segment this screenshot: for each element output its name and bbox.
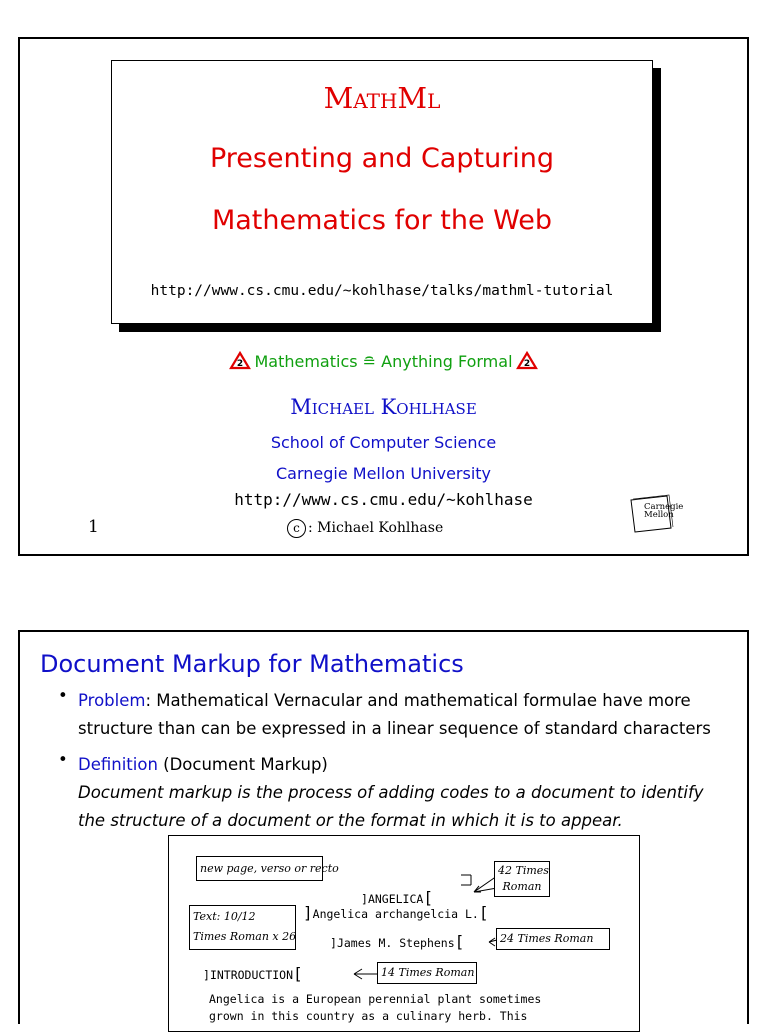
warning-icon xyxy=(230,352,250,373)
bullet-paren: (Document Markup) xyxy=(157,755,328,774)
note-42-line2: Roman xyxy=(502,880,542,893)
note-42-times xyxy=(494,861,550,897)
affiliation-university: Carnegie Mellon University xyxy=(275,464,492,483)
cmu-logo xyxy=(629,494,684,538)
slide-title: MathMl xyxy=(323,81,441,115)
definition-text: Document markup is the process of adding codes to a document to identify the structure of a document or the format in which it is to appear. xyxy=(78,783,704,830)
slide-subtitle-line1: Presenting and Capturing xyxy=(209,143,555,174)
tutorial-url[interactable]: http://www.cs.cmu.edu/~kohlhase/talks/mathml-tutorial xyxy=(150,283,614,299)
bullet-icon: • xyxy=(58,750,68,769)
bullet-label: Definition xyxy=(78,755,158,774)
bullet-icon: • xyxy=(58,686,68,705)
note-text-line2: Times Roman x 26 xyxy=(193,930,297,943)
figure-angelica-text: ANGELICA xyxy=(367,892,424,906)
note-24-times: 24 Times Roman xyxy=(496,928,610,950)
figure-introduction: ]INTRODUCTION[ xyxy=(203,964,303,983)
note-text-spec xyxy=(189,905,296,950)
content-slide xyxy=(18,630,749,1024)
svg-text:2: 2 xyxy=(237,359,244,369)
figure-introduction-text: INTRODUCTION xyxy=(209,968,294,982)
motto xyxy=(20,352,747,373)
copyright-text: : Michael Kohlhase xyxy=(308,520,444,536)
logo-text-line2: Mellon xyxy=(644,510,674,520)
title-box xyxy=(111,60,653,324)
bullet-label: Problem xyxy=(78,691,146,710)
title-slide xyxy=(18,37,749,556)
note-text-line1: Text: 10/12 xyxy=(193,910,256,923)
note-42-line1: 42 Times xyxy=(498,864,549,877)
figure-author-text: James M. Stephens xyxy=(336,936,455,950)
slide-subtitle-line2: Mathematics for the Web xyxy=(211,205,553,236)
note-page-format: new page, verso or recto xyxy=(196,856,323,881)
homepage-url[interactable]: http://www.cs.cmu.edu/~kohlhase xyxy=(234,490,533,509)
page-number: 1 xyxy=(88,517,99,537)
figure-latin-text: Angelica archangelcia L. xyxy=(312,907,479,921)
markup-figure xyxy=(168,835,640,1032)
bullet-text: : Mathematical Vernacular and mathematical formulae have more structure than can be expressed in a linear sequence of standard characters xyxy=(78,691,711,738)
figure-body-line2: grown in this country as a culinary herb. This xyxy=(209,1009,528,1023)
slide-heading: Document Markup for Mathematics xyxy=(40,650,464,678)
note-14-times: 14 Times Roman xyxy=(377,962,477,984)
copyright xyxy=(287,519,443,538)
logo-text-line1: Carnegie xyxy=(644,502,684,512)
copyright-icon: c xyxy=(287,519,306,538)
figure-body-line1: Angelica is a European perennial plant sometimes xyxy=(209,992,542,1006)
warning-icon xyxy=(517,352,537,373)
affiliation-school: School of Computer Science xyxy=(270,433,497,452)
svg-text:2: 2 xyxy=(523,359,530,369)
motto-text: Mathematics ≘ Anything Formal xyxy=(254,352,513,371)
figure-latin-name: ]Angelica archangelcia L.[ xyxy=(303,903,489,922)
figure-angelica: ]ANGELICA[ xyxy=(361,888,433,907)
author-name: Michael Kohlhase xyxy=(290,395,477,419)
figure-author: ]James M. Stephens[ xyxy=(330,932,465,951)
